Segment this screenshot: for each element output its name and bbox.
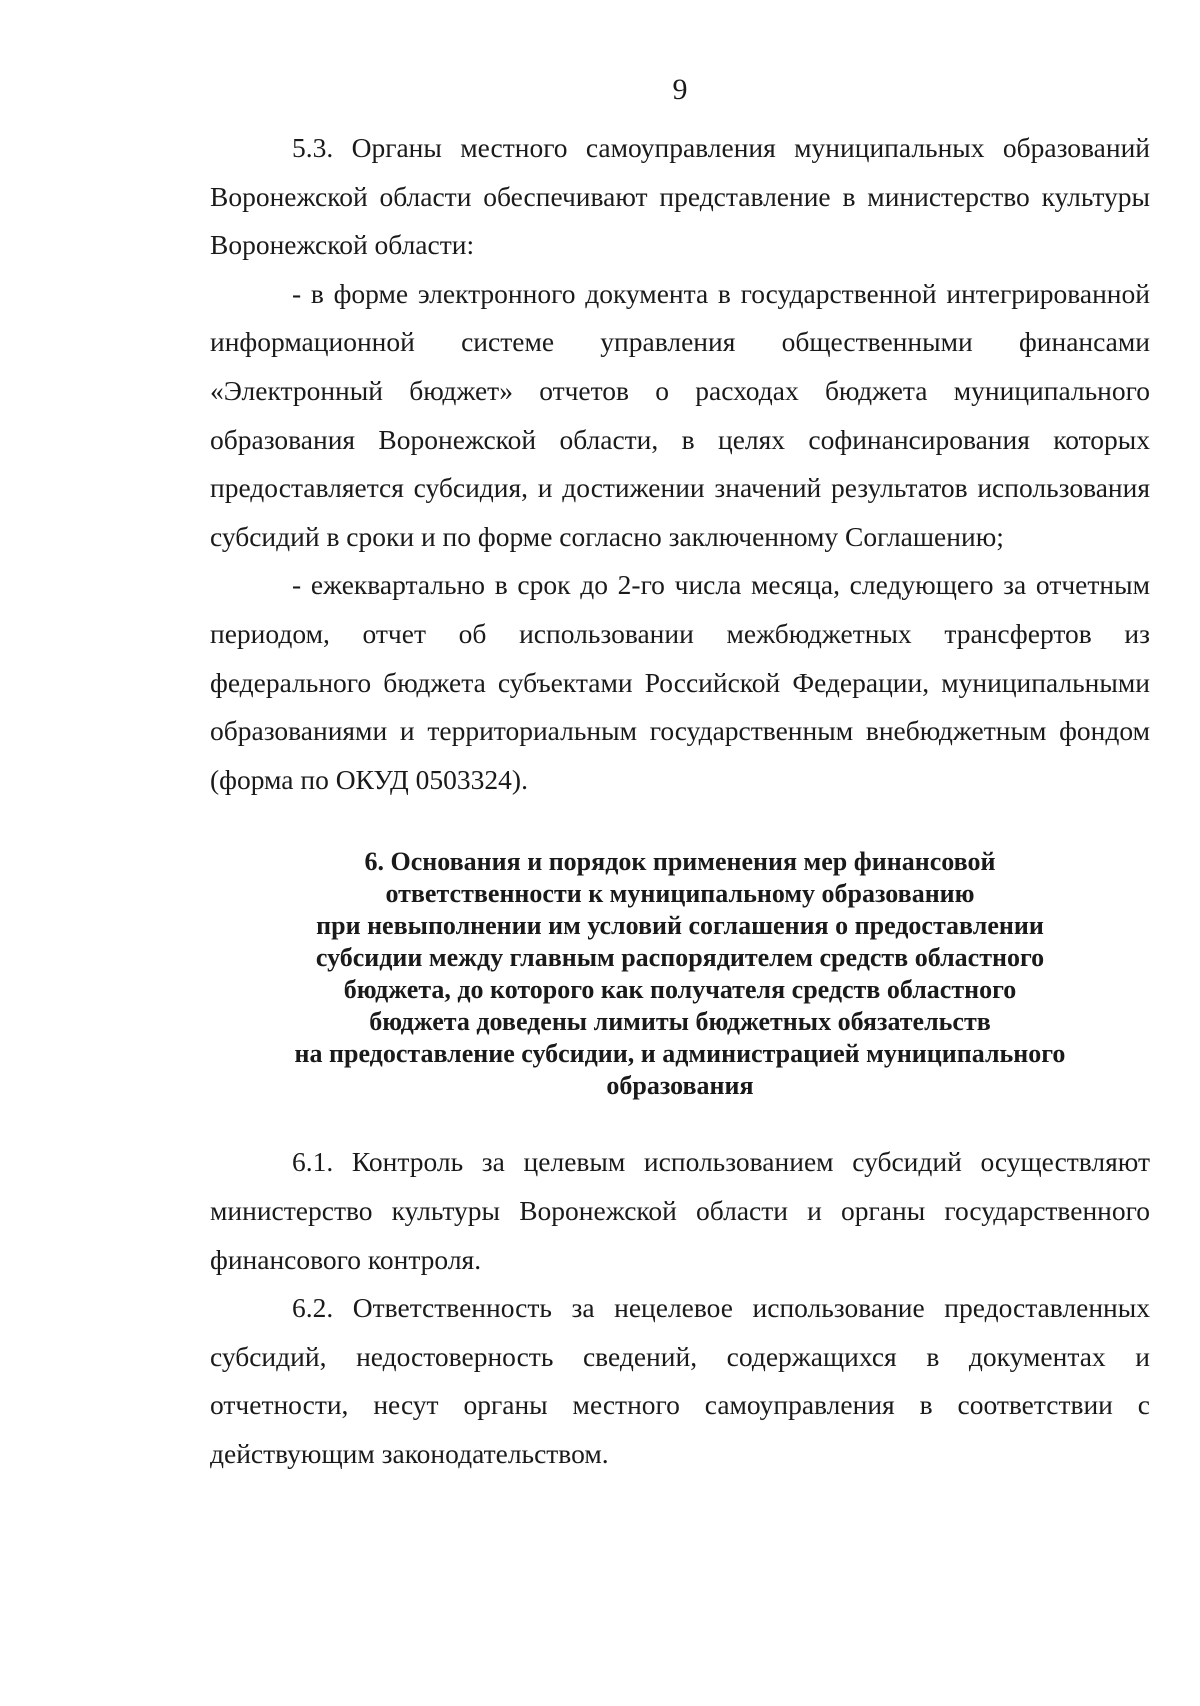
page-number: 9 [672, 73, 688, 106]
heading-line: бюджета доведены лимиты бюджетных обязательств [369, 1007, 991, 1037]
paragraph-6-1: 6.1. Контроль за целевым использованием субсидий осуществляют министерство культуры Воронежской области и органы государственного финансового контроля. [210, 1146, 1150, 1275]
heading-line: образования [606, 1071, 754, 1101]
bullet-quarterly-report: - ежеквартально в срок до 2-го числа месяца, следующего за отчетным периодом, отчет об использовании межбюджетных трансфертов из федерального бюджета субъектами Российской Федерации, муниципальными образованиями и территориальным государственным внебюджетным фондом (форма по ОКУД 0503324). [210, 569, 1150, 795]
paragraph-6-2: 6.2. Ответственность за нецелевое использование предоставленных субсидий, недостоверность сведений, содержащихся в документах и отчетности, несут органы местного самоуправления в соответствии с действующим законодательством. [210, 1292, 1150, 1469]
heading-line: субсидии между главным распорядителем средств областного [315, 943, 1045, 973]
heading-line: на предоставление субсидии, и администрацией муниципального [294, 1039, 1066, 1069]
heading-line: при невыполнении им условий соглашения о предоставлении [316, 911, 1044, 941]
heading-line: ответственности к муниципальному образованию [385, 879, 975, 909]
document-body [210, 124, 1150, 1478]
heading-line: 6. Основания и порядок применения мер финансовой [364, 847, 996, 877]
section-6-heading [210, 846, 1150, 1102]
bullet-electronic-budget-report: - в форме электронного документа в государственной интегрированной информационной системе управления общественными финансами «Электронный бюджет» отчетов о расходах бюджета муниципального образования Воронежской области, в целях софинансирования которых предоставляется субсидия, и достижении значений результатов использования субсидий в сроки и по форме согласно заключенному Соглашению; [210, 277, 1150, 552]
heading-line: бюджета, до которого как получателя средств областного [343, 975, 1017, 1005]
paragraph-5-3: 5.3. Органы местного самоуправления муниципальных образований Воронежской области обеспечивают представление в министерство культуры Воронежской области: [210, 132, 1150, 261]
